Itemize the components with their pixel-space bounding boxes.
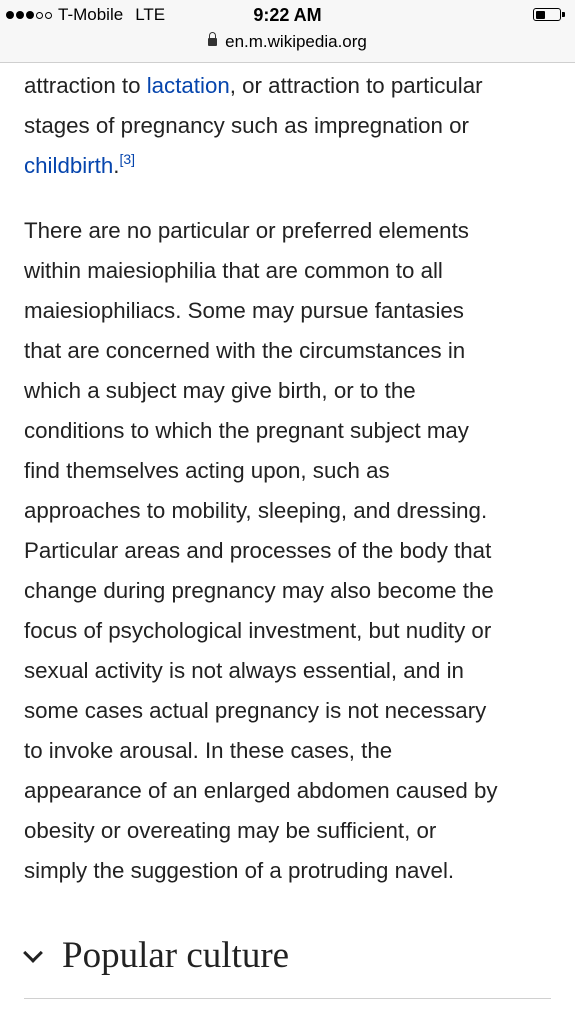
clock: 9:22 AM xyxy=(253,5,322,25)
paragraph-line: within maiesiophilia that are common to all xyxy=(24,258,443,283)
paragraph-line: change during pregnancy may also become the xyxy=(24,578,494,603)
citation-link[interactable]: [3] xyxy=(119,151,136,167)
link-lactation[interactable]: lactation xyxy=(146,73,230,98)
text-run: , or attraction to particular xyxy=(229,73,483,98)
paragraph-line: simply the suggestion of a protruding navel. xyxy=(24,858,455,883)
paragraph-line: approaches to mobility, sleeping, and dressing. xyxy=(24,498,488,523)
paragraph-line: obesity or overeating may be sufficient, or xyxy=(24,818,437,843)
link-childbirth[interactable]: childbirth xyxy=(24,153,114,178)
status-bar xyxy=(0,0,575,63)
network-type: LTE xyxy=(135,5,166,24)
text-run: attraction to xyxy=(24,73,147,98)
paragraph-line: Particular areas and processes of the body that xyxy=(24,538,492,563)
paragraph-line: There are no particular or preferred elements xyxy=(24,218,469,243)
paragraph-line: find themselves acting upon, such as xyxy=(24,458,390,483)
chevron-down-icon[interactable] xyxy=(23,943,43,963)
text-run: stages of pregnancy such as impregnation or xyxy=(24,113,469,138)
section-title: Popular culture xyxy=(62,935,290,976)
text-run: . xyxy=(113,153,120,178)
article-body xyxy=(24,66,554,891)
paragraph-line: appearance of an enlarged abdomen caused by xyxy=(24,778,498,803)
lock-icon xyxy=(208,38,217,46)
paragraph-line: sexual activity is not always essential, and in xyxy=(24,658,464,683)
paragraph-line: conditions to which the pregnant subject may xyxy=(24,418,469,443)
section-header-popular-culture[interactable] xyxy=(24,934,551,999)
paragraph-line: which a subject may give birth, or to the xyxy=(24,378,416,403)
paragraph xyxy=(24,66,554,188)
battery-icon xyxy=(533,8,561,21)
address-bar[interactable] xyxy=(0,32,575,52)
url-text: en.m.wikipedia.org xyxy=(225,32,367,51)
paragraph-line: to invoke arousal. In these cases, the xyxy=(24,738,393,763)
paragraph-line: that are concerned with the circumstances in xyxy=(24,338,466,363)
carrier-name: T-Mobile xyxy=(58,5,124,24)
paragraph-line: some cases actual pregnancy is not necessary xyxy=(24,698,487,723)
paragraph-line: focus of psychological investment, but nudity or xyxy=(24,618,492,643)
paragraph xyxy=(24,211,554,891)
paragraph-line: maiesiophiliacs. Some may pursue fantasies xyxy=(24,298,464,323)
